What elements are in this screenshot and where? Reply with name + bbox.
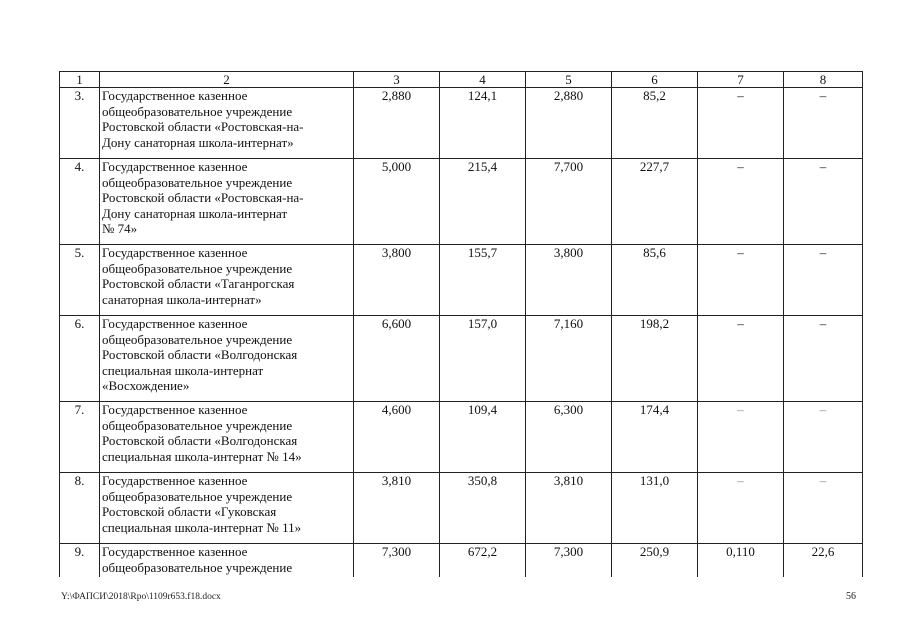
institution-name-line: санаторная школа-интернат» [102, 291, 262, 307]
value-cell: 2,880 [354, 88, 440, 159]
institution-name-line: Государственное казенное [102, 316, 248, 331]
column-header: 6 [612, 72, 698, 88]
value-cell: – [784, 473, 863, 544]
value-cell: – [698, 473, 784, 544]
column-header: 5 [526, 72, 612, 88]
column-header: 8 [784, 72, 863, 88]
row-number: 4. [60, 159, 100, 245]
institution-name-line: общеобразовательное учреждение [102, 331, 293, 347]
value-cell: 215,4 [440, 159, 526, 245]
value-cell: 198,2 [612, 316, 698, 402]
footer-file-path: Y:\ФАПСИ\2018\Rpo\1109r653.f18.docx [61, 592, 221, 602]
institution-name-line: Ростовской области «Ростовская-на- [102, 119, 304, 134]
value-cell: 131,0 [612, 473, 698, 544]
institution-name [100, 245, 354, 316]
value-cell: 3,800 [354, 245, 440, 316]
institution-name-line: «Восхождение» [102, 378, 190, 393]
value-cell: 85,6 [612, 245, 698, 316]
institution-name-line: Ростовской области «Гуковская [102, 504, 277, 519]
value-cell: – [698, 159, 784, 245]
table-row [60, 473, 863, 544]
value-cell: 7,160 [526, 316, 612, 402]
institution-name [100, 402, 354, 473]
institution-name-line: № 74» [102, 221, 138, 236]
value-cell: – [784, 316, 863, 402]
value-cell: 157,0 [440, 316, 526, 402]
value-cell: 0,110 [698, 544, 784, 577]
institution-name-line: специальная школа-интернат № 14» [102, 448, 302, 464]
value-cell: 109,4 [440, 402, 526, 473]
table-header-row [60, 72, 863, 88]
value-cell: 7,300 [526, 544, 612, 577]
value-cell: 85,2 [612, 88, 698, 159]
value-cell: – [698, 245, 784, 316]
value-cell: 4,600 [354, 402, 440, 473]
institution-name-line: Государственное казенное [102, 402, 248, 417]
row-number: 3. [60, 88, 100, 159]
value-cell: 3,810 [526, 473, 612, 544]
institution-name-line: Дону санаторная школа-интернат [102, 205, 288, 221]
table-row [60, 159, 863, 245]
value-cell: 5,000 [354, 159, 440, 245]
data-table [59, 71, 863, 577]
institution-name [100, 316, 354, 402]
row-number: 9. [60, 544, 100, 577]
institution-name-line: Государственное казенное [102, 544, 248, 559]
row-number: 5. [60, 245, 100, 316]
value-cell: 124,1 [440, 88, 526, 159]
value-cell: 227,7 [612, 159, 698, 245]
value-cell: – [784, 402, 863, 473]
value-cell: 6,600 [354, 316, 440, 402]
table-row [60, 245, 863, 316]
institution-name [100, 88, 354, 159]
column-header: 4 [440, 72, 526, 88]
institution-name-line: Ростовской области «Волгодонская [102, 433, 298, 448]
table-row [60, 402, 863, 473]
institution-name-line: Дону санаторная школа-интернат» [102, 134, 294, 150]
value-cell: – [698, 316, 784, 402]
institution-name-line: общеобразовательное учреждение [102, 417, 293, 433]
institution-name-line: общеобразовательное учреждение [102, 103, 293, 119]
value-cell: 22,6 [784, 544, 863, 577]
column-header: 1 [60, 72, 100, 88]
value-cell: 2,880 [526, 88, 612, 159]
institution-name-line: специальная школа-интернат [102, 362, 264, 378]
row-number: 6. [60, 316, 100, 402]
value-cell: – [784, 88, 863, 159]
row-number: 8. [60, 473, 100, 544]
institution-name-line: Государственное казенное [102, 88, 248, 103]
column-header: 2 [100, 72, 354, 88]
institution-name-line: специальная школа-интернат № 11» [102, 519, 302, 535]
value-cell: 174,4 [612, 402, 698, 473]
institution-name-line: Ростовской области «Волгодонская [102, 347, 298, 362]
value-cell: – [784, 159, 863, 245]
institution-name-line: Ростовской области «Ростовская-на- [102, 190, 304, 205]
value-cell: – [698, 402, 784, 473]
value-cell: 7,700 [526, 159, 612, 245]
table-row [60, 316, 863, 402]
table-row [60, 88, 863, 159]
column-header: 3 [354, 72, 440, 88]
institution-name-line: Государственное казенное [102, 159, 248, 174]
institution-name [100, 473, 354, 544]
value-cell: 6,300 [526, 402, 612, 473]
institution-name-line: общеобразовательное учреждение [102, 559, 293, 575]
institution-name-line: Ростовской области «Таганрогская [102, 276, 295, 291]
institution-name-line: общеобразовательное учреждение [102, 260, 293, 276]
row-number: 7. [60, 402, 100, 473]
value-cell: 3,810 [354, 473, 440, 544]
value-cell: 3,800 [526, 245, 612, 316]
institution-name [100, 544, 354, 577]
page-number: 56 [846, 591, 856, 602]
value-cell: 672,2 [440, 544, 526, 577]
value-cell: 250,9 [612, 544, 698, 577]
institution-name-line: Государственное казенное [102, 473, 248, 488]
value-cell: 155,7 [440, 245, 526, 316]
value-cell: – [784, 245, 863, 316]
institution-name-line: общеобразовательное учреждение [102, 174, 293, 190]
column-header: 7 [698, 72, 784, 88]
institution-name-line: общеобразовательное учреждение [102, 488, 293, 504]
institution-name-line: Государственное казенное [102, 245, 248, 260]
value-cell: 350,8 [440, 473, 526, 544]
table-row [60, 544, 863, 577]
value-cell: – [698, 88, 784, 159]
value-cell: 7,300 [354, 544, 440, 577]
institution-name [100, 159, 354, 245]
